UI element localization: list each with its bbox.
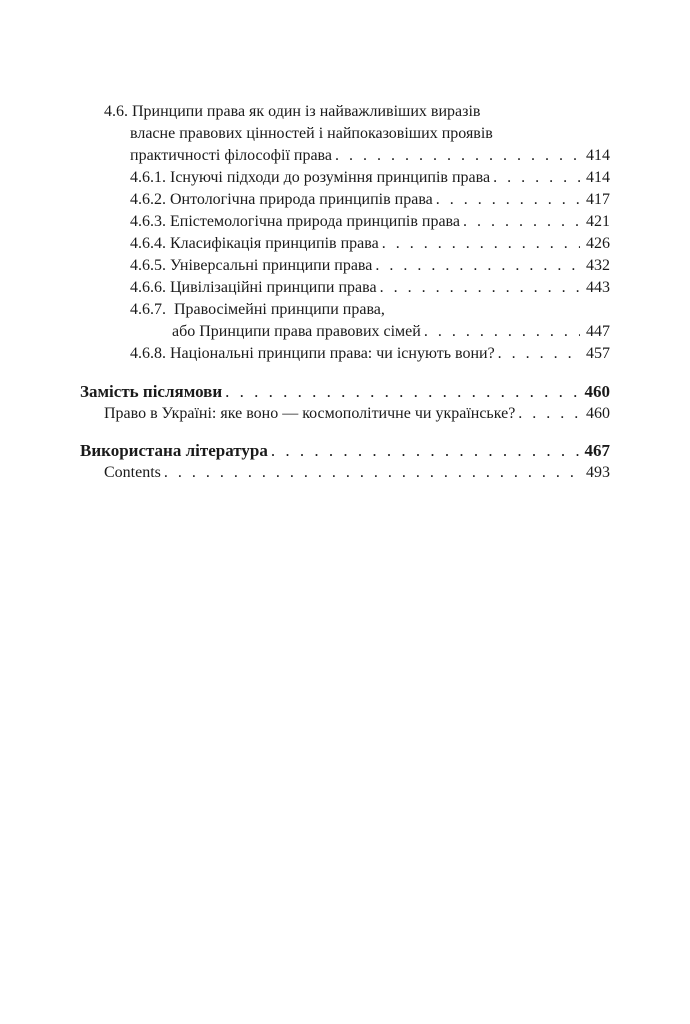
entry-title: Класифікація принципів права (170, 235, 379, 252)
toc-entry-afterword-item[interactable] (104, 404, 610, 424)
dot-leader (518, 404, 580, 424)
dot-leader (463, 212, 580, 232)
dot-leader (382, 234, 580, 254)
toc-entry-4-6-7[interactable] (172, 322, 610, 342)
entry-title: Епістемологічна природа принципів права (170, 213, 460, 230)
page-number: 460 (584, 382, 610, 401)
section-title-line-2: власне правових цінностей і найпоказовіших проявів (130, 125, 493, 142)
dot-leader (424, 322, 580, 342)
dot-leader (436, 190, 580, 210)
dot-leader (335, 146, 580, 166)
toc-entry-4-6-7-line-1 (130, 300, 385, 320)
section-number: 4.6. (104, 103, 128, 120)
entry-number: 4.6.8. (130, 345, 166, 362)
dot-leader (375, 256, 580, 276)
entry-title-line-1: Правосімейні принципи права, (174, 301, 385, 318)
entry-number: 4.6.2. (130, 191, 166, 208)
page-number: 493 (586, 464, 610, 481)
entry-number: 4.6.4. (130, 235, 166, 252)
entry-title: Цивілізаційні принципи права (170, 279, 377, 296)
section-4-6-line-2 (130, 124, 493, 144)
section-4-6-line-1 (104, 102, 480, 122)
entry-number: 4.6.3. (130, 213, 166, 230)
entry-title: Замість післямови (80, 382, 223, 401)
toc-entry-references[interactable] (80, 441, 610, 461)
entry-title: Існуючі підходи до розуміння принципів права (170, 169, 491, 186)
page-number: 460 (586, 405, 610, 422)
dot-leader (493, 168, 580, 188)
entry-title-line-2: або Принципи права правових сімей (172, 323, 421, 340)
dot-leader (380, 278, 580, 298)
section-title-line-3: практичності філософії права (130, 147, 332, 164)
entry-number: 4.6.6. (130, 279, 166, 296)
toc-entry-4-6-6[interactable] (130, 278, 610, 298)
toc-entry-4-6-3[interactable] (130, 212, 610, 232)
entry-title: Національні принципи права: чи існують вони? (170, 345, 495, 362)
toc-entry-4-6-2[interactable] (130, 190, 610, 210)
dot-leader (498, 344, 580, 364)
entry-title: Використана література (80, 441, 268, 460)
page-number: 414 (586, 169, 610, 186)
page-number: 447 (586, 323, 610, 340)
page-number: 414 (586, 147, 610, 164)
toc-entry-afterword[interactable] (80, 382, 610, 402)
entry-title: Право в Україні: яке воно — космополітичне чи українське? (104, 405, 516, 422)
page-number: 432 (586, 257, 610, 274)
entry-number: 4.6.7. (130, 301, 166, 318)
entry-title: Contents (104, 464, 161, 481)
toc-entry-contents[interactable] (104, 463, 610, 483)
entry-title: Універсальні принципи права (170, 257, 373, 274)
page-number: 421 (586, 213, 610, 230)
page-number: 457 (586, 345, 610, 362)
toc-entry-4-6-4[interactable] (130, 234, 610, 254)
dot-leader (225, 382, 580, 402)
page-number: 467 (584, 441, 610, 460)
page-number: 426 (586, 235, 610, 252)
toc-entry-4-6-8[interactable] (130, 344, 610, 364)
entry-title: Онтологічна природа принципів права (170, 191, 433, 208)
entry-number: 4.6.5. (130, 257, 166, 274)
section-title-line-1: Принципи права як один із найважливіших виразів (132, 103, 481, 120)
dot-leader (271, 441, 580, 461)
toc-entry-4-6-1[interactable] (130, 168, 610, 188)
entry-number: 4.6.1. (130, 169, 166, 186)
page-number: 417 (586, 191, 610, 208)
toc-entry-4-6-5[interactable] (130, 256, 610, 276)
dot-leader (164, 463, 580, 483)
toc-entry-4-6[interactable] (130, 146, 610, 166)
page-number: 443 (586, 279, 610, 296)
